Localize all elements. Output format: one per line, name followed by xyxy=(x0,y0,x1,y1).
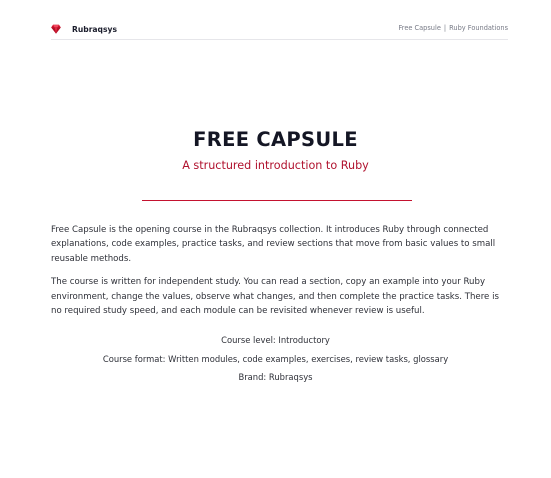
page-subtitle: A structured introduction to Ruby xyxy=(182,159,369,172)
course-details xyxy=(0,334,551,390)
course-description xyxy=(51,223,507,327)
brand[interactable] xyxy=(51,22,117,36)
course-brand: Brand: Rubraqsys xyxy=(238,372,313,382)
breadcrumb-course[interactable]: Free Capsule xyxy=(398,24,441,32)
breadcrumb-separator: | xyxy=(443,24,447,32)
course-level: Course level: Introductory xyxy=(221,335,330,345)
study-paragraph: The course is written for independent study. You can read a section, copy an example into your Ruby environment, change the values, observe what changes, and then complete the practice tasks. There is no required study speed, and each module can be revisited whenever review is useful. xyxy=(51,277,499,317)
intro-paragraph: Free Capsule is the opening course in the Rubraqsys collection. It introduces Ruby through connected explanations, code examples, practice tasks, and review sections that move from basic values to small reusable methods. xyxy=(51,225,496,264)
ruby-gem-icon xyxy=(51,24,61,34)
breadcrumb xyxy=(398,24,508,32)
brand-name: Rubraqsys xyxy=(72,24,117,34)
course-format: Course format: Written modules, code examples, exercises, review tasks, glossary xyxy=(102,353,449,364)
page-title: FREE CAPSULE xyxy=(193,128,358,151)
breadcrumb-section[interactable]: Ruby Foundations xyxy=(449,24,508,32)
title-divider xyxy=(142,200,412,201)
site-header xyxy=(51,20,508,40)
